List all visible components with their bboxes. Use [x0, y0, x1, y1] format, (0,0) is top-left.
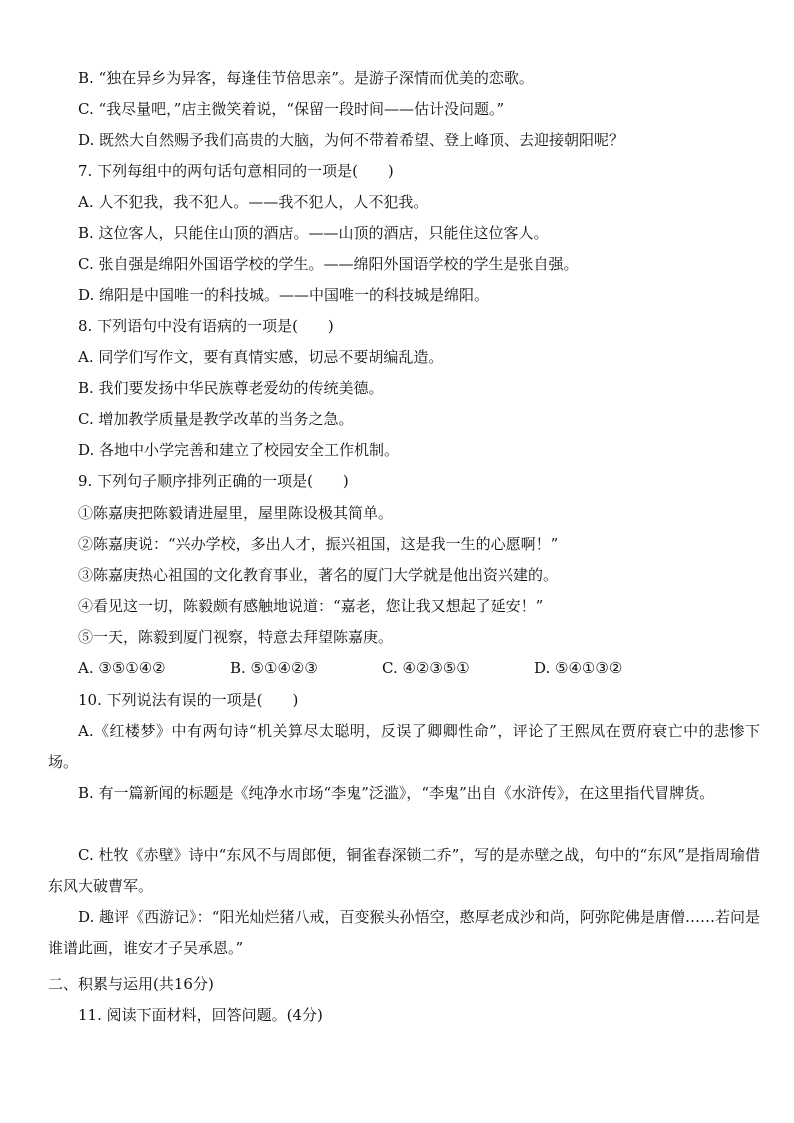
q11-title: 11. 阅读下面材料，回答问题。(4分) — [78, 1006, 323, 1024]
q9-sentence-2: ②陈嘉庚说：“兴办学校，多出人才，振兴祖国，这是我一生的心愿啊！” — [78, 535, 559, 553]
q9-option-a: A. ③⑤①④② — [78, 659, 166, 677]
q10-option-a: A.《红楼梦》中有两句诗“机关算尽太聪明，反误了卿卿性命”，评论了王熙凤在贾府衰亡中的悲惨下场。 — [48, 722, 760, 771]
q7-option-d: D. 绵阳是中国唯一的科技城。——中国唯一的科技城是绵阳。 — [78, 286, 490, 304]
q8-option-c: C. 增加教学质量是教学改革的当务之急。 — [78, 410, 354, 428]
q7-title: 7. 下列每组中的两句话句意相同的一项是( ) — [78, 162, 394, 180]
section-2-title: 二、积累与运用(共16分) — [48, 975, 214, 993]
q9-option-d: D. ⑤④①③② — [534, 659, 623, 677]
q7-option-c: C. 张自强是绵阳外国语学校的学生。——绵阳外国语学校的学生是张自强。 — [78, 255, 579, 273]
q7-option-a: A. 人不犯我，我不犯人。——我不犯人，人不犯我。 — [78, 193, 429, 211]
q10-option-d: D. 趣评《西游记》：“阳光灿烂猪八戒，百变猴头孙悟空，憨厚老成沙和尚，阿弥陀佛是唐僧……若问是谁谱此画，谁安才子吴承恩。” — [48, 908, 760, 957]
q8-option-b: B. 我们要发扬中华民族尊老爱幼的传统美德。 — [78, 379, 384, 397]
q7-option-b: B. 这位客人，只能住山顶的酒店。——山顶的酒店，只能住这位客人。 — [78, 224, 549, 242]
q8-option-a: A. 同学们写作文，要有真情实感，切忌不要胡编乱造。 — [78, 348, 444, 366]
q8-title: 8. 下列语句中没有语病的一项是( ) — [78, 317, 334, 335]
q9-option-c: C. ④②③⑤① — [382, 659, 470, 677]
q9-sentence-1: ①陈嘉庚把陈毅请进屋里，屋里陈设极其简单。 — [78, 504, 394, 522]
q6-option-c: C. “我尽量吧，”店主微笑着说，“保留一段时间——估计没问题。” — [78, 100, 505, 118]
q8-option-d: D. 各地中小学完善和建立了校园安全工作机制。 — [78, 441, 400, 459]
q10-option-b: B. 有一篇新闻的标题是《纯净水市场“李鬼”泛滥》，“李鬼”出自《水浒传》，在这里指代冒牌货。 — [78, 784, 715, 802]
q6-option-b: B. “独在异乡为异客，每逢佳节倍思亲”。是游子深情而优美的恋歌。 — [78, 69, 534, 87]
q9-sentence-5: ⑤一天，陈毅到厦门视察，特意去拜望陈嘉庚。 — [78, 628, 394, 646]
q9-sentence-4: ④看见这一切，陈毅颇有感触地说道：“嘉老，您让我又想起了延安！” — [78, 597, 544, 615]
q10-title: 10. 下列说法有误的一项是( ) — [78, 691, 299, 709]
q9-option-b: B. ⑤①④②③ — [230, 659, 318, 677]
q10-option-c: C. 杜牧《赤壁》诗中“东风不与周郎便，铜雀春深锁二乔”，写的是赤壁之战，句中的“东风”是指周瑜借东风大破曹军。 — [48, 846, 760, 895]
q9-sentence-3: ③陈嘉庚热心祖国的文化教育事业，著名的厦门大学就是他出资兴建的。 — [78, 566, 559, 584]
q6-option-d: D. 既然大自然赐予我们高贵的大脑，为何不带着希望、登上峰顶、去迎接朝阳呢？ — [78, 131, 625, 149]
q9-title: 9. 下列句子顺序排列正确的一项是( ) — [78, 472, 349, 490]
